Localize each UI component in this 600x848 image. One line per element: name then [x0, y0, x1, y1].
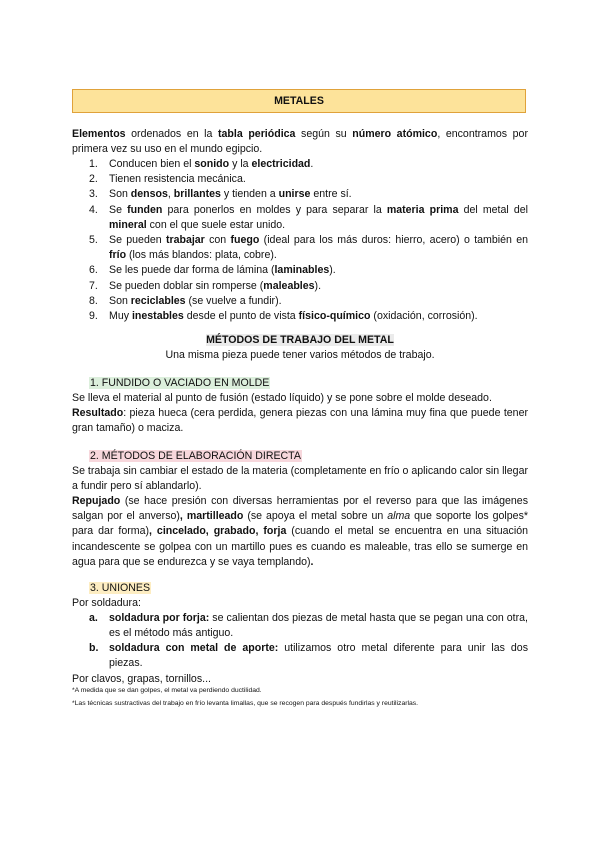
property-text: fuego — [230, 234, 260, 247]
section2-run: alma — [387, 510, 411, 523]
property-number: 5. — [89, 234, 98, 247]
weld-item-b-bold: soldadura con metal de aporte: — [109, 642, 279, 654]
property-text: y tienden a — [220, 188, 279, 201]
methods-title-text: MÉTODOS DE TRABAJO DEL METAL — [206, 334, 394, 346]
property-text: materia prima — [386, 203, 459, 216]
weld-item-a-bold: soldadura por forja: — [109, 612, 210, 624]
property-item — [72, 203, 528, 233]
property-text: Se pueden — [109, 234, 166, 247]
weld-item-b-body: utilizamos otro metal diferente para unir las dos piezas. — [109, 642, 528, 670]
intro-bold-3: número atómico — [352, 128, 438, 140]
property-text: . — [310, 158, 314, 170]
property-number: 9. — [89, 310, 98, 323]
property-number: 4. — [89, 203, 98, 216]
property-text: electricidad — [251, 158, 311, 170]
property-text: (los más blandos: plata, cobre). — [126, 249, 277, 262]
section1-result — [72, 406, 528, 436]
section1-heading-text: 1. FUNDIDO O VACIADO EN MOLDE — [90, 377, 270, 389]
methods-title — [72, 333, 528, 348]
property-text: (oxidación, corrosión). — [370, 310, 478, 323]
section3-heading-text: 3. UNIONES — [90, 582, 151, 594]
property-text: frío — [109, 249, 127, 262]
section3-outro: Por clavos, grapas, tornillos... — [72, 673, 211, 685]
property-text: físico-químico — [298, 310, 371, 323]
property-text: funden — [127, 203, 163, 216]
property-text: , — [167, 188, 174, 201]
result-text: : pieza hueca (cera perdida, genera piezas con una lámina muy fina que puede tener gran tamaño) o maciza. — [72, 407, 528, 435]
section1-heading — [89, 376, 270, 391]
property-text: (se vuelve a fundir). — [185, 294, 282, 307]
property-number: 8. — [89, 294, 98, 307]
section2-run: (se apoya el metal sobre un — [243, 510, 388, 523]
property-text: entre sí. — [310, 188, 352, 201]
property-number: 1. — [89, 158, 98, 170]
section2-run: . — [310, 555, 314, 568]
property-item — [72, 187, 528, 202]
page-title: METALES — [72, 89, 526, 113]
weld-item-a — [72, 611, 528, 641]
intro-text-3: , encontramos por primera vez su uso en el mundo egipcio. — [72, 128, 528, 156]
section2-run: Repujado — [72, 495, 121, 507]
intro-text-2: según su — [295, 128, 353, 140]
property-text: desde el punto de vista — [183, 310, 299, 323]
footnote-1: *A medida que se dan golpes, el metal va perdiendo ductilidad. — [72, 687, 262, 694]
property-text: Son — [109, 188, 131, 201]
intro-bold-2: tabla periódica — [218, 128, 296, 140]
property-number: 6. — [89, 264, 98, 277]
property-text: maleables — [263, 279, 315, 292]
property-text: Se — [109, 203, 128, 216]
property-text: y la — [229, 158, 252, 170]
section2-paragraph-1: Se trabaja sin cambiar el estado de la materia (completamente en frío o aplicando calor sin llegar a fundir pero sí ablandarlo). — [72, 465, 528, 493]
property-text: con — [204, 234, 231, 247]
property-text: unirse — [278, 188, 311, 201]
property-text: del metal del — [458, 203, 528, 216]
property-item — [72, 157, 528, 172]
property-text: Tienen resistencia mecánica. — [109, 173, 246, 186]
section3-heading — [89, 581, 151, 596]
intro-bold-1: Elementos — [72, 128, 126, 140]
section3-intro: Por soldadura: — [72, 597, 141, 609]
methods-subtitle: Una misma pieza puede tener varios métodos de trabajo. — [165, 349, 435, 361]
property-text: Son — [109, 294, 131, 307]
section2-heading-text: 2. MÉTODOS DE ELABORACIÓN DIRECTA — [90, 450, 301, 462]
property-text: inestables — [131, 310, 184, 323]
property-text: brillantes — [173, 188, 221, 201]
weld-item-b — [72, 641, 528, 671]
weld-item-b-text — [109, 641, 528, 671]
property-item — [72, 233, 528, 263]
property-text: mineral — [109, 218, 147, 231]
property-text: (ideal para los más duros: hierro, acero) o también en — [259, 234, 528, 247]
property-number: 2. — [89, 173, 98, 186]
property-item — [72, 172, 528, 187]
property-item — [72, 294, 528, 309]
section1-paragraph: Se lleva el material al punto de fusión (estado líquido) y se pone sobre el molde deseado. — [72, 392, 492, 404]
section2-run: que soporte los golpes* para dar forma) — [72, 510, 528, 538]
section2-run: , cincelado, grabado, forja — [149, 525, 287, 538]
weld-item-a-text — [109, 611, 528, 641]
property-text: ). — [314, 279, 322, 292]
property-text: ). — [329, 264, 336, 277]
property-item — [72, 309, 528, 324]
property-item — [72, 263, 528, 278]
property-text: Muy — [109, 310, 132, 323]
intro-text-1: ordenados en la — [125, 128, 219, 140]
section2-heading — [89, 449, 302, 464]
property-text: Conducen bien el — [109, 158, 195, 170]
section2-run: (cuando el metal se encuentra en una situación incandescente se golpea con un martillo pues es cuando es maleable, tras ello se sumerge en agua para que se endurezca y se vaya templando) — [72, 525, 528, 568]
weld-item-a-body: se calientan dos piezas de metal hasta que se pegan una con otra, es el método más antiguo. — [109, 612, 528, 640]
footnote-2: *Las técnicas sustractivas del trabajo en frío levanta limallas, que se recogen para después fundirlas y reutilizarlas. — [72, 700, 419, 707]
property-number: 7. — [89, 279, 98, 292]
section2-run: (se hace presión con diversas herramientas por el reverso para que las imágenes salgan por el anverso) — [72, 495, 528, 523]
property-text: Se pueden doblar sin romperse ( — [109, 279, 264, 292]
properties-list — [72, 157, 528, 324]
section2-paragraph-2 — [72, 494, 528, 570]
property-text: laminables — [274, 264, 330, 277]
property-text: reciclables — [130, 294, 186, 307]
section2-run: , martilleado — [179, 510, 244, 523]
property-text: sonido — [194, 158, 230, 170]
weld-item-a-letter: a. — [89, 612, 98, 624]
property-item — [72, 279, 528, 294]
intro-paragraph — [72, 127, 528, 157]
property-number: 3. — [89, 188, 98, 201]
property-text: Se les puede dar forma de lámina ( — [109, 264, 275, 277]
property-text: densos — [130, 188, 168, 201]
property-text: con el que suele estar unido. — [146, 218, 286, 231]
result-label: Resultado — [72, 407, 124, 419]
property-text: trabajar — [165, 234, 205, 247]
weld-item-b-letter: b. — [89, 642, 99, 654]
property-text: para ponerlos en moldes y para separar la — [162, 203, 387, 216]
